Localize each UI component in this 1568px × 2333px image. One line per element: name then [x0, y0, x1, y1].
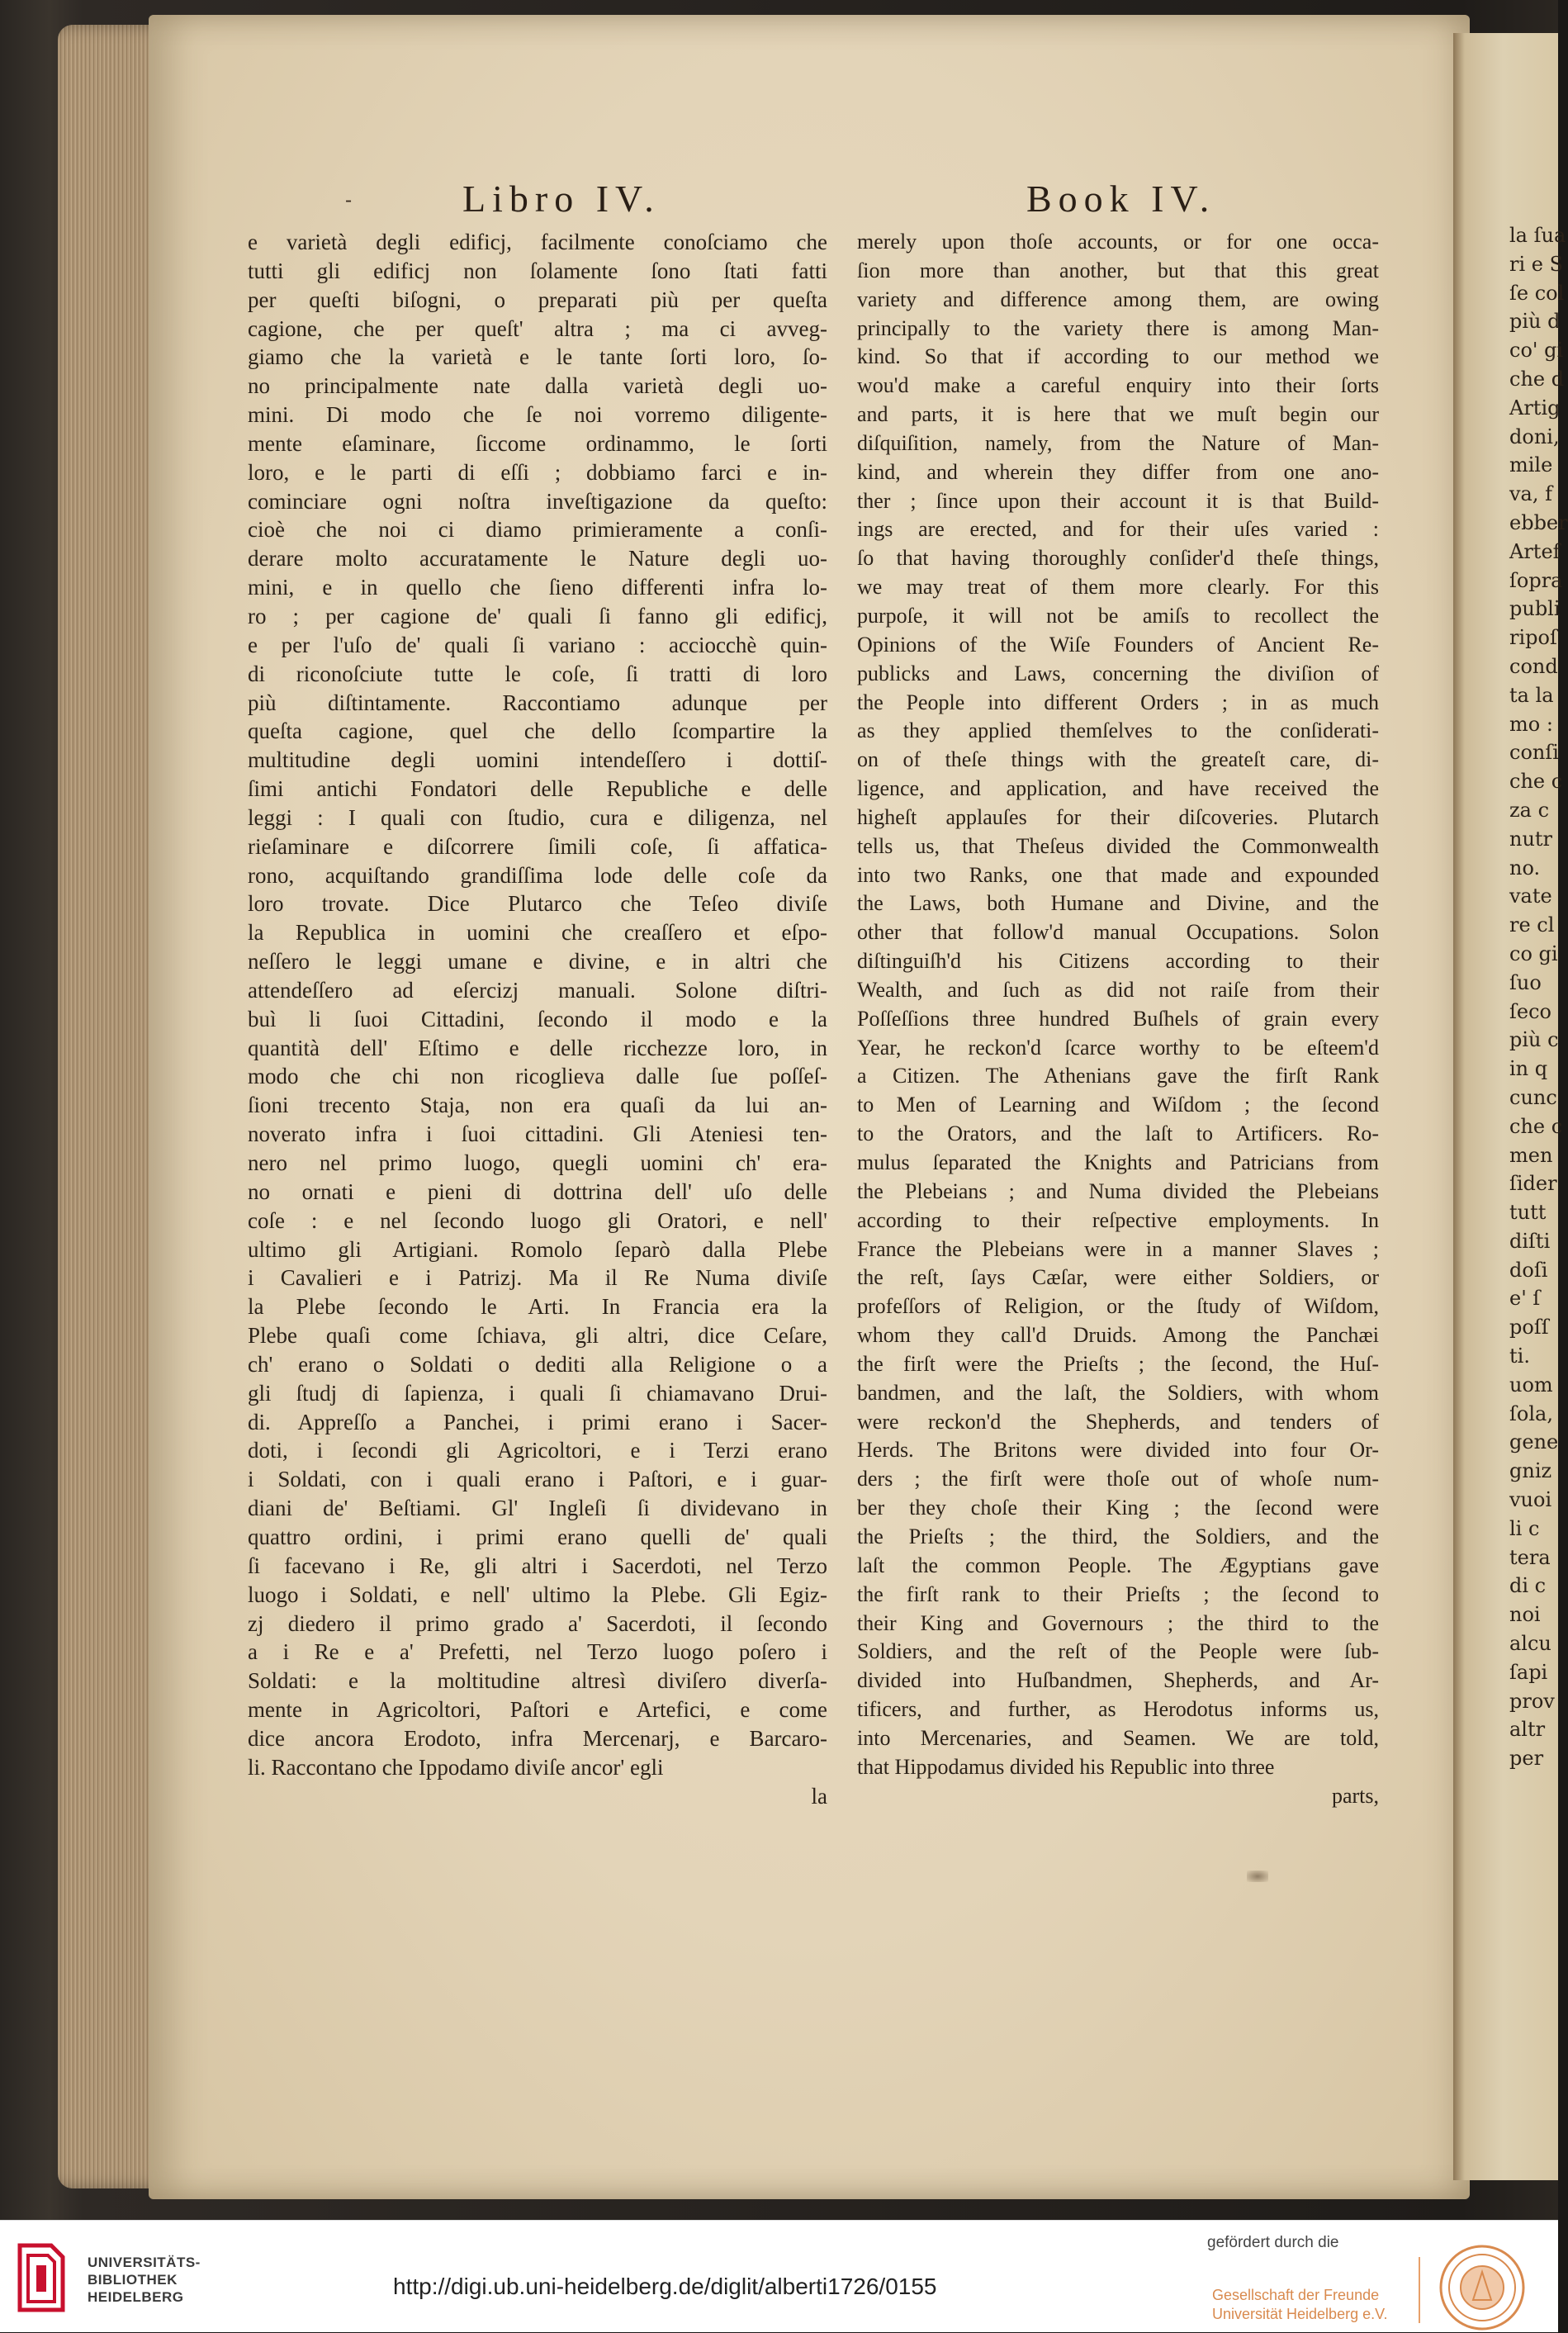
text-line: attendeſſero ad eſercizj manuali. Solone diſtri- — [248, 977, 827, 1003]
facing-page-fragment: vate — [1509, 884, 1552, 908]
text-line: kind. So that if according to our method we — [857, 344, 1379, 369]
text-line: whom they call'd Druids. Among the Panchæi — [857, 1323, 1379, 1348]
text-line: tificers, and further, as Herodotus informs us, — [857, 1697, 1379, 1722]
facing-page-fragment: e' ſ — [1509, 1287, 1541, 1311]
facing-page-fragment: in q — [1509, 1057, 1548, 1081]
facing-page-fragment: doſi — [1509, 1258, 1548, 1282]
facing-page-fragment: va, f — [1509, 482, 1553, 506]
facing-page-text-fragments — [1509, 221, 1568, 1773]
text-line: were reckon'd the Shepherds, and tenders of — [857, 1409, 1379, 1434]
facing-page-fragment: conſi — [1509, 741, 1559, 765]
facing-page-fragment: ſuo — [1509, 970, 1542, 994]
text-line: tutti gli edificj non ſolamente ſono ſtati fatti — [248, 258, 827, 283]
university-library-name: UNIVERSITÄTS- BIBLIOTHEK HEIDELBERG — [88, 2255, 201, 2305]
permalink-url[interactable]: http://digi.ub.uni-heidelberg.de/diglit/alberti1726/0155 — [393, 2274, 937, 2299]
facing-page-fragment: noi — [1509, 1603, 1541, 1627]
text-line: mulus ſeparated the Knights and Patricians from — [857, 1150, 1379, 1174]
facing-page-fragment: prov — [1509, 1689, 1555, 1713]
text-line: as they applied themſelves to the conſiderati- — [857, 718, 1379, 743]
text-line: merely upon thoſe accounts, or for one occa- — [857, 230, 1379, 254]
text-line: ther ; ſince upon their account it is that Build- — [857, 488, 1379, 513]
facing-page-fragment: cunc — [1509, 1085, 1557, 1109]
text-line: cominciare ogni noſtra inveſtigazione da queſto: — [248, 488, 827, 514]
text-line: multitudine degli uomini intendeſſero i dottiſ- — [248, 747, 827, 773]
text-line: Year, he reckon'd ſcarce worthy to be eſteem'd — [857, 1035, 1379, 1060]
text-line: di. Appreſſo a Panchei, i primi erano i Sacer- — [248, 1409, 827, 1434]
text-line: ro ; per cagione de' quali ſi fanno gli edificj, — [248, 603, 827, 628]
text-line: quattro ordini, i primi erano quelli de' quali — [248, 1524, 827, 1549]
text-line: ſioni trecento Staja, non era quaſi da lui an- — [248, 1093, 827, 1118]
text-line: that Hippodamus divided his Republic into three — [857, 1754, 1275, 1779]
facing-page-fragment: diſti — [1509, 1229, 1551, 1253]
text-line: queſta cagione, quel che dello ſcompartire la — [248, 718, 827, 744]
text-line: gli ſtudj di ſapienza, i quali ſi chiamavano Drui- — [248, 1380, 827, 1406]
facing-page-fragment: ſapi — [1509, 1660, 1548, 1684]
text-line: purpoſe, it will not be amiſs to recollect the — [857, 603, 1379, 628]
funded-by-label: gefördert durch die — [1207, 2234, 1339, 2251]
text-line: tells us, that Theſeus divided the Commonwealth — [857, 833, 1379, 858]
text-line: profeſſors of Religion, or the ſtudy of Wiſdom, — [857, 1294, 1379, 1319]
text-line: variety and difference among them, are owing — [857, 287, 1379, 311]
text-line: ders ; the firſt were thoſe out of whoſe num- — [857, 1467, 1379, 1491]
text-line: loro, e le parti di eſſi ; dobbiamo farci e in- — [248, 459, 827, 485]
text-line: to Men of Learning and Wiſdom ; the ſecond — [857, 1093, 1379, 1117]
facing-page-fragment: di c — [1509, 1574, 1547, 1598]
text-line: ber they choſe their King ; the ſecond were — [857, 1496, 1379, 1520]
text-line: the Prieſts ; the third, the Soldiers, and the — [857, 1524, 1379, 1548]
text-line: their King and Governours ; the third to the — [857, 1610, 1379, 1635]
facing-page-fragment: poſſ — [1509, 1316, 1549, 1340]
footer-divider — [1419, 2257, 1420, 2323]
text-line: into Mercenaries, and Seamen. We are told, — [857, 1725, 1379, 1750]
text-line: derare molto accuratamente le Nature degli uo- — [248, 546, 827, 571]
text-line: the People into different Orders ; in as much — [857, 690, 1379, 714]
facing-page-fragment: tera — [1509, 1545, 1551, 1569]
facing-page-fragment: Artef — [1509, 539, 1561, 563]
text-line: Soldiers, and the reſt of the People were ſub- — [857, 1639, 1379, 1664]
facing-page-fragment: gniz — [1509, 1459, 1552, 1483]
facing-page-fragment: li c — [1509, 1516, 1540, 1540]
text-line: la Republica in uomini che creaſſero et eſpo- — [248, 920, 827, 946]
text-line: e per l'uſo de' quali ſi variano : acciocchè quin- — [248, 632, 827, 657]
text-line: ſion more than another, but that this great — [857, 258, 1379, 282]
text-line: i Soldati, con i quali erano i Paſtori, e i guar- — [248, 1467, 827, 1492]
facing-page-fragment: vuoi — [1509, 1488, 1552, 1512]
text-line: più diſtintamente. Raccontiamo adunque per — [248, 690, 827, 715]
facing-page-fragment: ſe col — [1509, 281, 1565, 305]
text-line: coſe : e nel ſecondo luogo gli Oratori, e nell' — [248, 1207, 827, 1233]
text-line: buì li ſuoi Cittadini, ſecondo il modo e la — [248, 1006, 827, 1031]
running-head-italian: Libro IV. — [462, 178, 661, 220]
text-line: giamo che la varietà e le tante ſorti loro, ſo- — [248, 344, 827, 370]
facing-page-fragment: più d — [1509, 310, 1561, 334]
text-line: publicks and Laws, concerning the diviſion of — [857, 661, 1379, 685]
text-line: diſquiſition, namely, from the Nature of Man- — [857, 430, 1379, 455]
text-line: cagione, che per queſt' altra ; ma ci avveg- — [248, 315, 827, 341]
text-line: loro trovate. Dice Plutarco che Teſeo diviſe — [248, 891, 827, 917]
text-line: mini, e in quello che ſieno differenti infra lo- — [248, 575, 827, 600]
text-line: laſt the common People. The Ægyptians gave — [857, 1553, 1379, 1577]
facing-page-fragment: che c — [1509, 1114, 1563, 1138]
text-line: and parts, it is here that we muſt begin our — [857, 402, 1379, 427]
text-line: zj diedero il primo grado a' Sacerdoti, il ſecondo — [248, 1610, 827, 1636]
university-library-logo-icon — [15, 2239, 68, 2315]
text-line: higheſt applauſes for their diſcoveries. Plutarch — [857, 804, 1379, 829]
running-head-english: Book IV. — [1026, 178, 1216, 220]
text-line: la Plebe ſecondo le Arti. In Francia era la — [248, 1294, 827, 1320]
text-line: wou'd make a careful enquiry into their ſorts — [857, 373, 1379, 398]
facing-page-fragment: ti. — [1509, 1344, 1530, 1368]
facing-page-fragment: ſola, — [1509, 1401, 1553, 1425]
english-text-column — [857, 228, 1379, 1810]
text-line: the Plebeians ; and Numa divided the Plebeians — [857, 1178, 1379, 1203]
facing-page-fragment: nutr — [1509, 827, 1553, 851]
text-line: France the Plebeians were in a manner Slaves ; — [857, 1236, 1379, 1261]
facing-page-fragment: mile — [1509, 453, 1553, 477]
facing-page-fragment: co gi — [1509, 941, 1558, 965]
facing-page-fragment: che c — [1509, 770, 1563, 794]
text-line: Opinions of the Wiſe Founders of Ancient Re- — [857, 632, 1379, 657]
text-line: principally to the variety there is among Man- — [857, 315, 1379, 340]
text-line: doti, i ſecondi gli Agricoltori, e i Terzi erano — [248, 1438, 827, 1463]
text-line: mente eſaminare, ſiccome ordinammo, le ſorti — [248, 430, 827, 456]
text-line: ſo that having thoroughly conſider'd theſe things, — [857, 546, 1379, 571]
text-line: according to their reſpective employments. In — [857, 1207, 1379, 1232]
text-line: la — [811, 1783, 827, 1809]
text-line: a i Re e a' Prefetti, nel Terzo luogo poſero i — [248, 1639, 827, 1665]
text-line: parts, — [1331, 1783, 1379, 1808]
facing-page-fragment: ri e S — [1509, 252, 1564, 276]
text-line: li. Raccontano che Ippodamo diviſe ancor' egli — [248, 1754, 664, 1780]
text-line: nero nel primo luogo, quegli uomini ch' era- — [248, 1150, 827, 1175]
facing-page-fragment: za c — [1509, 798, 1550, 822]
text-line: luogo i Soldati, e nell' ultimo la Plebe. Gli Egiz- — [248, 1581, 827, 1607]
text-line: rono, acquiſtando grandiſſima lode delle coſe da — [248, 862, 827, 888]
facing-page-fragment: cond — [1509, 654, 1558, 678]
text-line: diſtinguiſh'd his Citizens according to their — [857, 949, 1379, 974]
text-line: di riconoſciute tutte le coſe, ſi tratti di loro — [248, 661, 827, 686]
text-line: the reſt, ſays Cæſar, were either Soldiers, or — [857, 1265, 1379, 1290]
facing-page-fragment: no. — [1509, 856, 1541, 880]
text-line: ligence, and application, and have received the — [857, 776, 1379, 801]
text-line: per queſti biſogni, o preparati più per queſta — [248, 287, 827, 312]
library-footer-bar — [0, 2220, 1558, 2332]
text-line: mini. Di modo che ſe noi vorremo diligente- — [248, 402, 827, 428]
text-line: modo che chi non ricoglieva dalle ſue poſſeſ- — [248, 1064, 827, 1089]
facing-page-fragment: mo : — [1509, 712, 1553, 736]
text-line: Herds. The Britons were divided into four Or- — [857, 1438, 1379, 1463]
facing-page-fragment: ſider — [1509, 1172, 1557, 1196]
facing-page-fragment: alcu — [1509, 1632, 1551, 1656]
facing-page-fragment: che d — [1509, 367, 1565, 391]
text-line: a Citizen. The Athenians gave the firſt Rank — [857, 1064, 1379, 1088]
text-line: ſimi antichi Fondatori delle Republiche e delle — [248, 776, 827, 802]
facing-page-fragment: altr — [1509, 1718, 1546, 1742]
facing-page-fragment: gene — [1509, 1430, 1559, 1454]
text-line: kind, and wherein they differ from one ano- — [857, 459, 1379, 484]
facing-page-fragment: Artig — [1509, 396, 1561, 420]
text-line: Poſſeſſions three hundred Buſhels of grain every — [857, 1006, 1379, 1031]
text-line: Plebe quaſi come ſchiava, gli altri, dice Ceſare, — [248, 1323, 827, 1349]
text-line: ings are erected, and for their uſes varied : — [857, 517, 1379, 542]
facing-page-fragment: uom — [1509, 1373, 1553, 1396]
facing-page-fragment: ſopra — [1509, 568, 1563, 592]
text-line: no ornati e pieni di dottrina dell' uſo delle — [248, 1178, 827, 1204]
text-line: quantità dell' Eſtimo e delle ricchezze loro, in — [248, 1035, 827, 1060]
text-line: Soldati: e la moltitudine altresì diviſero diverſa- — [248, 1668, 827, 1694]
facing-page-fragment: ta la — [1509, 683, 1554, 707]
text-line: ch' erano o Soldati o dediti alla Religione o a — [248, 1351, 827, 1377]
facing-page-fragment: men — [1509, 1143, 1553, 1167]
text-line: the firſt were the Prieſts ; the ſecond, the Huſ- — [857, 1351, 1379, 1376]
text-line: leggi : I quali con ſtudio, cura e diligenza, nel — [248, 804, 827, 830]
facing-page-fragment: più c — [1509, 1028, 1559, 1052]
university-seal-icon — [1437, 2242, 1528, 2333]
text-line: ſi facevano i Re, gli altri i Sacerdoti, nel Terzo — [248, 1553, 827, 1578]
facing-page-fragment: re cl — [1509, 913, 1555, 937]
text-line: neſſero le leggi umane e divine, e in altri che — [248, 949, 827, 974]
text-line: Wealth, and ſuch as did not raiſe from their — [857, 977, 1379, 1002]
text-line: other that follow'd manual Occupations. Solon — [857, 920, 1379, 945]
text-line: we may treat of them more clearly. For this — [857, 575, 1379, 600]
text-line: on of theſe things with the greateſt care, di- — [857, 747, 1379, 772]
text-line: the firſt rank to their Prieſts ; the ſecond to — [857, 1581, 1379, 1606]
facing-page-fragment: ebber — [1509, 510, 1568, 534]
text-line: bandmen, and the laſt, the Soldiers, with whom — [857, 1380, 1379, 1405]
ink-smudge — [1247, 1871, 1268, 1882]
text-line: diani de' Beſtiami. Gl' Ingleſi ſi dividevano in — [248, 1496, 827, 1521]
facing-page-fragment: per — [1509, 1747, 1544, 1771]
text-line: cioè che noi ci diamo primieramente a conſi- — [248, 517, 827, 543]
facing-page-fragment: tutt — [1509, 1201, 1547, 1225]
text-line: mente in Agricoltori, Paſtori e Artefici, e come — [248, 1697, 827, 1723]
text-line: the Laws, both Humane and Divine, and the — [857, 891, 1379, 916]
italian-text-column — [248, 228, 827, 1810]
facing-page-fragment: publi — [1509, 597, 1561, 621]
facing-page-fragment: ripoſ — [1509, 626, 1557, 650]
text-line: rieſaminare e diſcorrere ſimili coſe, ſi affatica- — [248, 833, 827, 859]
text-line: to the Orators, and the laſt to Artificers. Ro- — [857, 1121, 1379, 1146]
text-line: dice ancora Erodoto, infra Mercenarj, e Barcaro- — [248, 1725, 827, 1751]
text-line: divided into Huſbandmen, Shepherds, and Ar- — [857, 1668, 1379, 1693]
text-line: e varietà degli edificj, facilmente conoſciamo che — [248, 230, 827, 254]
text-line: into two Ranks, one that made and expounded — [857, 862, 1379, 887]
margin-dash-mark: - — [345, 188, 353, 211]
facing-page-fragment: co' gi — [1509, 339, 1564, 363]
text-line: ultimo gli Artigiani. Romolo ſeparò dalla Plebe — [248, 1236, 827, 1262]
facing-page-fragment: doni, — [1509, 424, 1560, 448]
text-line: no principalmente nate dalla varietà degli uo- — [248, 373, 827, 399]
society-name[interactable]: Gesellschaft der Freunde Universität Heidelberg e.V. — [1212, 2287, 1388, 2322]
text-line: i Cavalieri e i Patrizj. Ma il Re Numa diviſe — [248, 1265, 827, 1291]
facing-page-fragment: la ſua — [1509, 224, 1566, 247]
text-line: noverato infra i ſuoi cittadini. Gli Ateniesi ten- — [248, 1121, 827, 1147]
facing-page-fragment: ſeco — [1509, 999, 1551, 1023]
